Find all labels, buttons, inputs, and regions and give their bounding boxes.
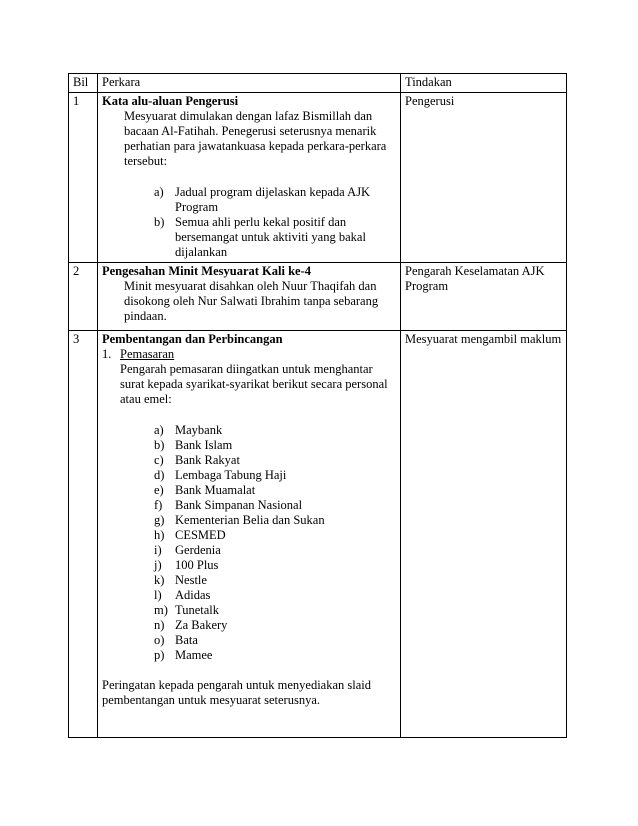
list-text: Tunetalk [175,603,219,617]
list-item [102,185,396,215]
list-item [102,633,396,648]
list-item [102,513,396,528]
list-text: Adidas [175,588,211,602]
list-text: 100 Plus [175,558,219,572]
list-item [102,215,396,260]
row-note: Peringatan kepada pengarah untuk menyediakan slaid pembentangan untuk mesyuarat seterusnya. [102,678,372,707]
row-bil: 3 [69,331,98,738]
list-text: Gerdenia [175,543,221,557]
list-text: Mamee [175,648,213,662]
list-item [102,483,396,498]
list-marker: a) [154,423,164,437]
list-marker: b) [154,438,165,452]
spacer [102,663,396,678]
list-marker: f) [154,498,163,512]
list-text: Lembaga Tabung Haji [175,468,287,482]
list-marker: p) [154,648,165,662]
list-marker: h) [154,528,165,542]
row-tindakan: Pengerusi [401,93,567,263]
list-text: CESMED [175,528,226,542]
item-list [102,185,396,260]
row-tindakan: Pengarah Keselamatan AJK Program [401,263,567,331]
list-marker: n) [154,618,165,632]
list-item [102,603,396,618]
list-marker: e) [154,483,164,497]
list-text: Bata [175,633,198,647]
list-marker: b) [154,215,165,229]
table-row [69,331,567,738]
list-text: Jadual program dijelaskan kepada AJK Program [175,185,371,214]
header-perkara: Perkara [98,74,401,93]
list-text: Kementerian Belia dan Sukan [175,513,325,527]
company-list [102,423,396,663]
row-title: Pengesahan Minit Mesyuarat Kali ke-4 [102,264,312,278]
list-marker: c) [154,453,164,467]
list-item [102,573,396,588]
list-text: Nestle [175,573,207,587]
list-item [102,648,396,663]
list-item [102,588,396,603]
table-row [69,263,567,331]
list-item [102,453,396,468]
list-marker: j) [154,558,162,572]
row-perkara [98,331,401,738]
list-marker: m) [154,603,168,617]
row-bil: 2 [69,263,98,331]
row-perkara [98,93,401,263]
minutes-table [68,73,567,738]
subsection-heading [102,347,396,362]
table-header-row [69,74,567,93]
list-marker: g) [154,513,165,527]
subsection-number: 1. [102,347,112,361]
list-text: Maybank [175,423,223,437]
list-item [102,618,396,633]
list-item [102,543,396,558]
table-row [69,93,567,263]
list-marker: d) [154,468,165,482]
list-marker: i) [154,543,162,557]
subsection-title: Pemasaran [120,347,175,361]
list-item [102,498,396,513]
list-text: Bank Islam [175,438,233,452]
row-paragraph: Mesyuarat dimulakan dengan lafaz Bismillah dan bacaan Al-Fatihah. Penegerusi seterusnya menarik perhatian para jawatankuasa kepada perkara-perkara tersebut: [124,109,387,168]
row-bil: 1 [69,93,98,263]
list-text: Semua ahli perlu kekal positif dan bersemangat untuk aktiviti yang bakal dijalankan [175,215,366,259]
list-item [102,438,396,453]
row-paragraph: Minit mesyuarat disahkan oleh Nuur Thaqifah dan disokong oleh Nur Salwati Ibrahim tanpa sebarang pindaan. [124,279,379,323]
list-item [102,558,396,573]
list-marker: l) [154,588,162,602]
list-text: Bank Muamalat [175,483,256,497]
list-item [102,528,396,543]
row-title: Pembentangan dan Perbincangan [102,332,283,346]
list-text: Bank Simpanan Nasional [175,498,303,512]
row-title: Kata alu-aluan Pengerusi [102,94,239,108]
header-bil: Bil [69,74,98,93]
list-item [102,423,396,438]
header-tindakan: Tindakan [401,74,567,93]
list-item [102,468,396,483]
list-marker: o) [154,633,165,647]
list-marker: a) [154,185,164,199]
list-text: Za Bakery [175,618,228,632]
list-text: Bank Rakyat [175,453,240,467]
row-perkara [98,263,401,331]
list-marker: k) [154,573,165,587]
row-tindakan: Mesyuarat mengambil maklum [401,331,567,738]
row-paragraph: Pengarah pemasaran diingatkan untuk menghantar surat kepada syarikat-syarikat berikut secara personal atau emel: [120,362,388,406]
